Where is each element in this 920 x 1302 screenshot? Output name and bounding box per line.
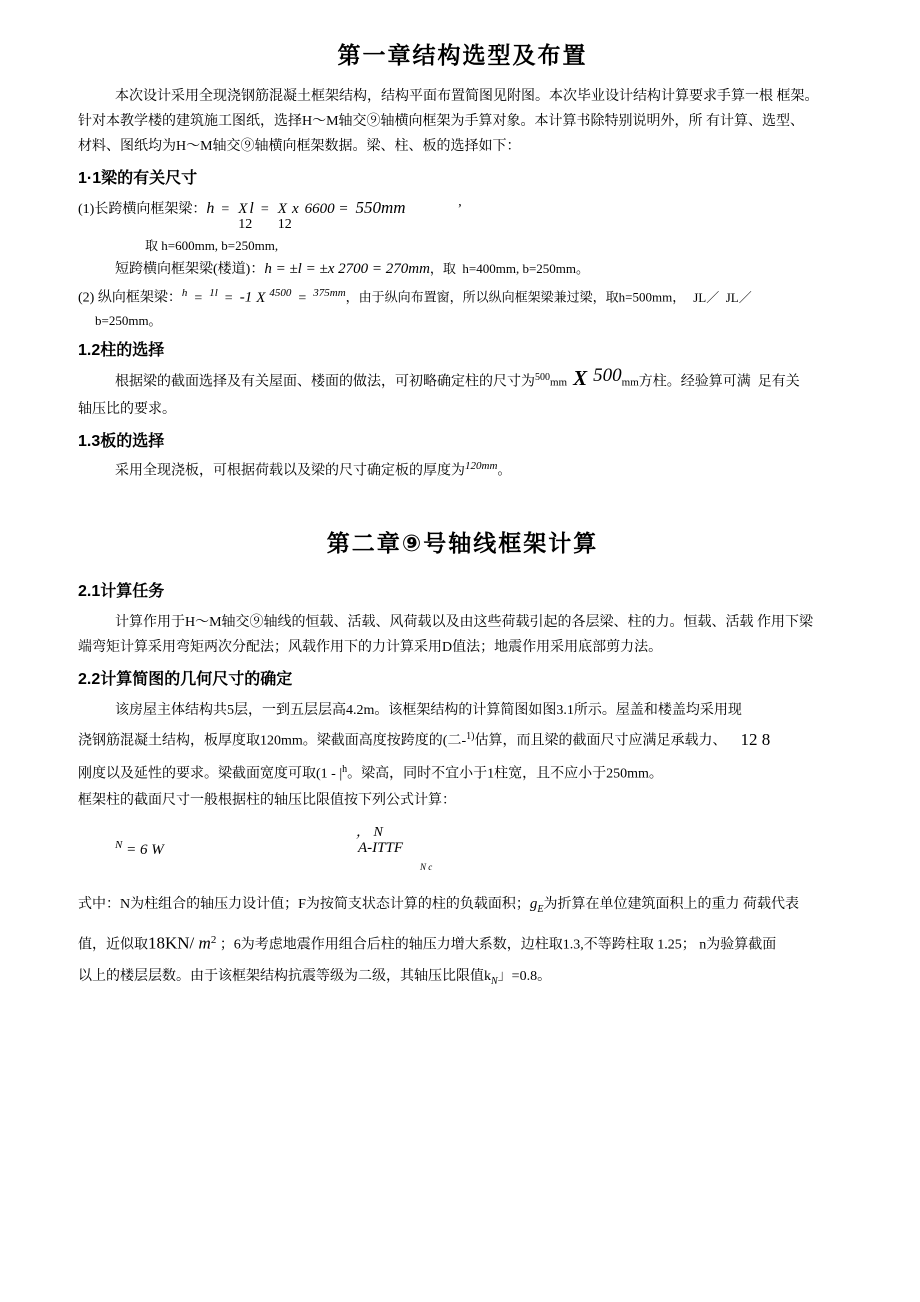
longitudinal-beam-line bbox=[78, 282, 847, 310]
geometry-line bbox=[78, 723, 847, 756]
geometry-line3-text: 刚度以及延性的要求。梁截面宽度可取(1 - | bbox=[78, 766, 343, 782]
geometry-line2-text: 估算，而且梁的截面尺寸应满足承载力、 bbox=[474, 733, 727, 749]
chapter1-title: 第一章结构选型及布置 bbox=[337, 42, 588, 68]
short-span-beam-line bbox=[78, 256, 847, 282]
geometry-line bbox=[78, 756, 847, 789]
equals-sign: = bbox=[298, 290, 307, 306]
formula-left-expression: = 6 W bbox=[122, 842, 164, 859]
geometry-line3-text: 。梁高，同时不宜小于1柱宽，且不应小于250mm。 bbox=[347, 766, 663, 782]
math-sup-h: h bbox=[181, 287, 188, 299]
math-variable-g: g bbox=[529, 896, 538, 913]
axial-compression-ratio-formula bbox=[78, 821, 847, 879]
fraction-denominator: 12 bbox=[238, 217, 253, 232]
longitudinal-beam-note: ，由于纵向布置窗，所以纵向框架梁兼过梁，取h=500mm， bbox=[345, 289, 686, 305]
fraction-one-twelfth bbox=[238, 198, 253, 232]
math-neg-one: -1 bbox=[239, 289, 253, 306]
superscript-2: 2 bbox=[210, 934, 217, 947]
intro-line: 本次设计采用全现浇钢筋混凝土框架结构，结构平面布置简图见附图。本次毕业设计结构计算要求手算一根 框架。 bbox=[115, 89, 819, 104]
task-line: 端弯矩计算采用弯矩两次分配法；风载作用下的力计算采用D值法；地震作用采用底部剪力法。 bbox=[78, 639, 663, 655]
long-span-beam-label: (1)长跨横向框架梁： bbox=[78, 202, 207, 217]
long-span-beam-formula-line bbox=[78, 197, 847, 235]
fraction-one-twelfth bbox=[277, 198, 292, 232]
intro-line: 针对本教学楼的建筑施工图纸，选择H～M轴交⑨轴横向框架为手算对象。本计算书除特别说明外，所 有计算、选型、 bbox=[78, 114, 805, 129]
geometry-paragraph bbox=[78, 698, 847, 813]
notes-line bbox=[78, 961, 847, 997]
span-value: 6600 = bbox=[304, 201, 349, 217]
short-span-beam-math: h = ±l = ±x 2700 = 270mm bbox=[264, 261, 430, 277]
geometry-line2-text: 浇钢筋混凝土结构，板厚度取120mm。梁截面高度按跨度的(二- bbox=[78, 733, 467, 749]
subscript-E: E bbox=[537, 904, 544, 916]
notes-line2-text: ；6为考虑地震作用组合后柱的轴压力增大系数，边柱取1.3,不等跨柱取 1.25； n为验算截面 bbox=[216, 937, 777, 953]
section-2-1-heading: 2.1计算任务 bbox=[78, 582, 165, 600]
superscript-h: h bbox=[342, 763, 348, 775]
fraction-denominators: 12 8 bbox=[740, 729, 771, 749]
slab-thickness-line bbox=[78, 454, 847, 484]
section-1-1-heading: 1·1梁的有关尺寸 bbox=[78, 170, 198, 187]
task-line: 计算作用于H～M轴交⑨轴线的恒载、活载、风荷载以及由这些荷载引起的各层梁、柱的力。恒载、活载 作用下梁 bbox=[115, 614, 814, 630]
short-span-beam-adopted-size: ，取 h=400mm, b=250mm。 bbox=[429, 261, 590, 276]
notes-line bbox=[78, 889, 847, 925]
longitudinal-beam-label: (2) 纵向框架梁： bbox=[78, 290, 182, 306]
formula-denominator: A-ITTF bbox=[358, 840, 403, 857]
formula-sup-n: N bbox=[115, 839, 123, 852]
unit-mm: mm bbox=[550, 376, 568, 389]
math-sup-375mm: 375mm bbox=[313, 287, 346, 299]
geometry-line: 该房屋主体结构共5层，一到五层层高4.2m。该框架结构的计算简图如图3.1所示。屋盖和楼盖均采用现 bbox=[115, 702, 742, 718]
intro-line: 材料、图纸均为H～M轴交⑨轴横向框架数据。梁、柱、板的选择如下： bbox=[78, 139, 521, 154]
short-span-beam-label: 短跨横向框架梁(楼道)： bbox=[115, 262, 265, 277]
chapter1-intro-paragraph bbox=[78, 84, 847, 159]
column-size-line bbox=[78, 363, 847, 398]
multiplication-sign-large: X bbox=[573, 366, 588, 391]
slab-thickness-sup: 120mm bbox=[465, 460, 498, 473]
equals-sign: = bbox=[194, 290, 203, 306]
notes-line2-text: 值，近似取 bbox=[78, 937, 148, 953]
formula-numerator: ， N bbox=[356, 825, 383, 841]
notes-line bbox=[78, 925, 847, 961]
math-variable-l: l bbox=[249, 200, 254, 217]
fraction-denominator: 12 bbox=[277, 217, 292, 232]
formula-left-side bbox=[115, 839, 164, 859]
multiplication-sign: X bbox=[256, 289, 266, 306]
lintel-beam-label: JL／ JL／ bbox=[693, 289, 752, 305]
formula-subscript: N c bbox=[420, 862, 433, 873]
section-2-2-heading: 2.2计算简图的几何尺寸的确定 bbox=[78, 670, 293, 688]
notes-line3-text: 以上的楼层层数。由于该框架结构抗震等级为二级，其轴压比限值k bbox=[78, 968, 491, 984]
column-size-500-sup: 500 bbox=[535, 371, 550, 383]
notes-line3-text: 」=0.8。 bbox=[497, 968, 552, 984]
equals-sign: = bbox=[260, 202, 269, 217]
multiplication-sign: x bbox=[291, 201, 299, 217]
notes-line1-text: 式中：N为柱组合的轴压力设计值；F为按简支状态计算的柱的负载面积； bbox=[78, 897, 530, 913]
subscript-N: N bbox=[491, 975, 498, 987]
fraction-numerator: X bbox=[238, 201, 248, 217]
longitudinal-beam-width: b=250mm。 bbox=[95, 312, 162, 328]
equals-sign: = bbox=[221, 202, 230, 217]
column-size-lead: 根据梁的截面选择及有关屋面、楼面的做法，可初略确定柱的尺寸为 bbox=[115, 374, 535, 390]
slab-lead: 采用全现浇板，可根据荷载以及梁的尺寸确定板的厚度为 bbox=[115, 463, 465, 479]
section-1-3-heading: 1.3板的选择 bbox=[78, 433, 165, 451]
notes-line1-text: 为折算在单位建筑面积上的重力 荷载代表 bbox=[543, 897, 800, 913]
math-variable-m: m bbox=[194, 933, 211, 953]
column-size-tail: 方柱。经验算可满 足有关 bbox=[638, 374, 800, 390]
fraction-numerator: X bbox=[277, 201, 287, 217]
math-sup-1l: 1l bbox=[209, 287, 218, 299]
equals-sign: = bbox=[224, 290, 233, 306]
tick-mark: ’ bbox=[457, 202, 463, 217]
formula-notes-paragraph bbox=[78, 889, 847, 996]
math-sup-4500: 4500 bbox=[269, 287, 292, 299]
period: 。 bbox=[497, 463, 512, 479]
beam-height-result: 550mm bbox=[355, 198, 406, 217]
load-value-18kn: 18KN/ bbox=[148, 933, 195, 953]
long-span-beam-adopted-size: 取 h=600mm, b=250mm, bbox=[145, 238, 279, 253]
column-size-500-large: 500 bbox=[593, 365, 622, 387]
section-1-2-heading: 1.2柱的选择 bbox=[78, 341, 165, 359]
unit-mm: mm bbox=[621, 376, 639, 389]
column-size-line2: 轴压比的要求。 bbox=[78, 402, 176, 418]
math-variable-h: h bbox=[206, 200, 215, 217]
task-paragraph bbox=[78, 610, 847, 660]
geometry-line: 框架柱的截面尺寸一般根据柱的轴压比限值按下列公式计算： bbox=[78, 793, 456, 809]
fraction-superscript: 1) bbox=[466, 730, 475, 742]
chapter2-title: 第二章⑨号轴线框架计算 bbox=[326, 529, 599, 556]
